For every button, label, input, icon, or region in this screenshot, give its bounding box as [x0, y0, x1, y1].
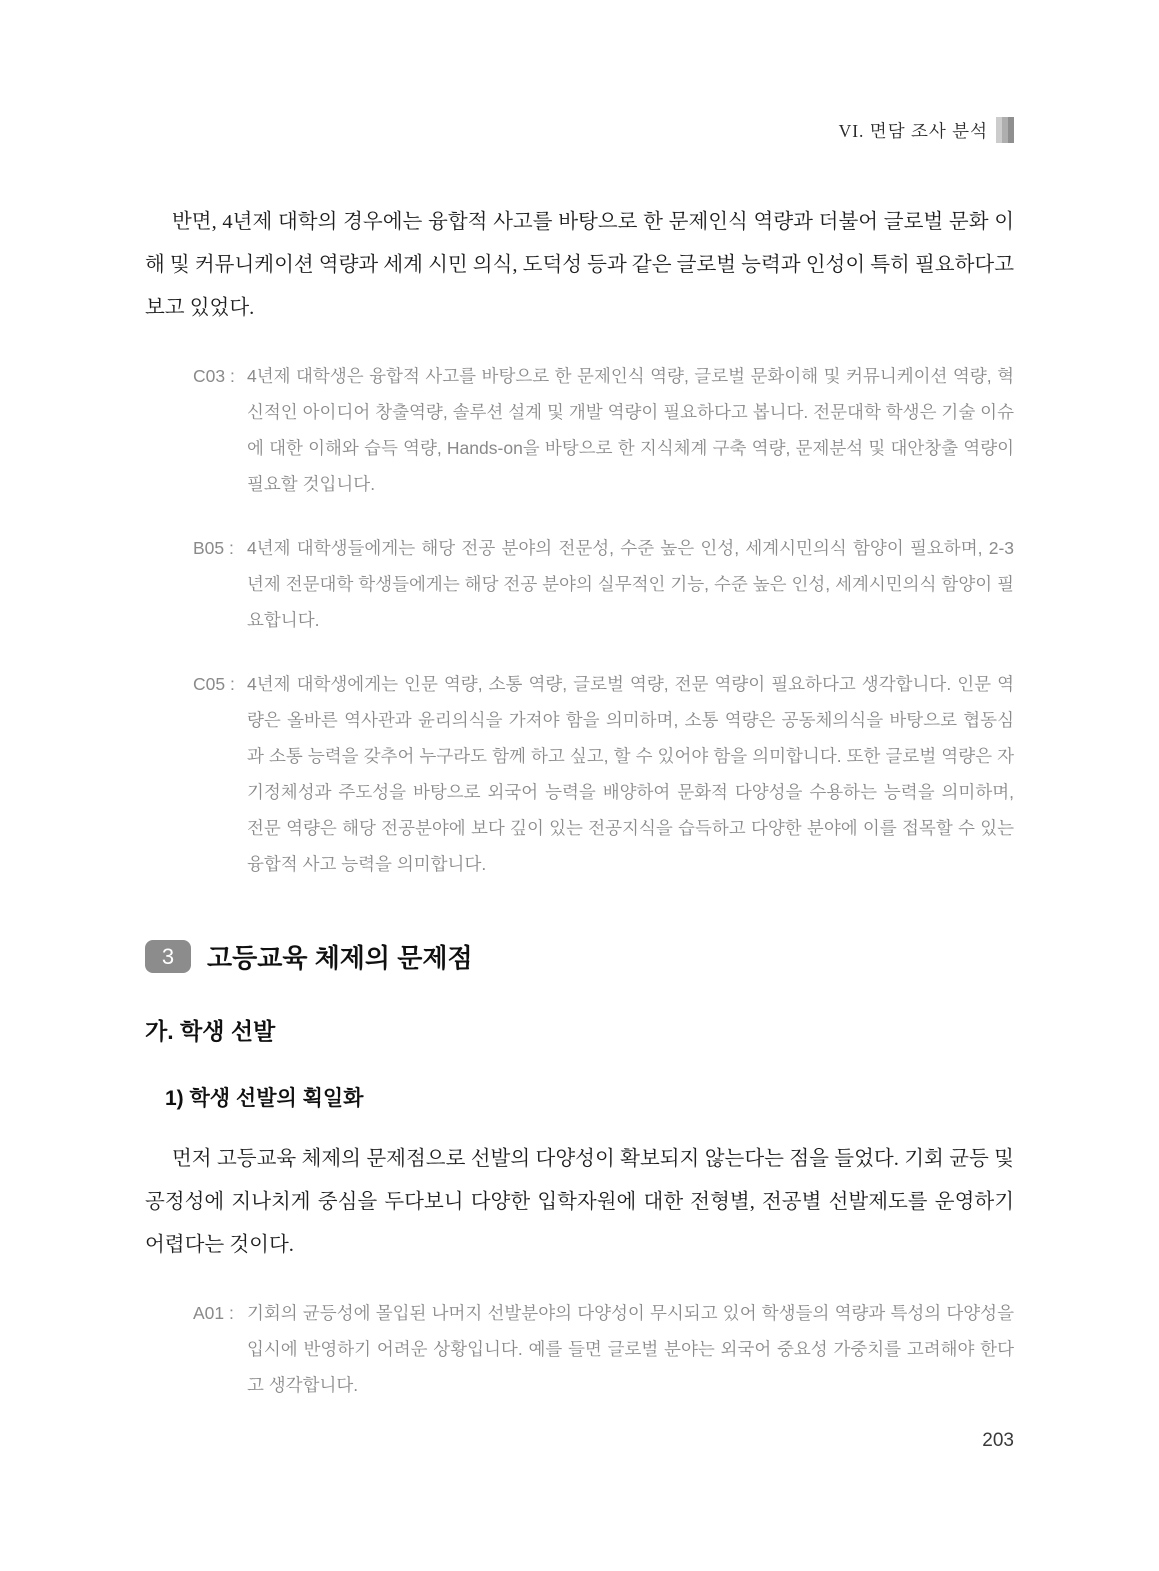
quote-label-c03: C03 : [193, 366, 235, 386]
intro-paragraph: 반면, 4년제 대학의 경우에는 융합적 사고를 바탕으로 한 문제인식 역량과 더불어 글로벌 문화 이해 및 커뮤니케이션 역량과 세계 시민 의식, 도덕성 등과 같은 글로벌 능력과 인성이 특히 필요하다고 보고 있었다. [145, 211, 1014, 319]
header-decoration-bars [996, 117, 1014, 143]
section-number-badge: 3 [145, 940, 191, 973]
header-bar-dark [1008, 117, 1014, 143]
subsection-heading: 가. 학생 선발 [145, 1018, 276, 1044]
quote-label-a01: A01 : [193, 1303, 234, 1323]
section-heading [145, 938, 1014, 975]
quote-text-c03: 4년제 대학생은 융합적 사고를 바탕으로 한 문제인식 역량, 글로벌 문화이해 및 커뮤니케이션 역량, 혁신적인 아이디어 창출역량, 솔루션 설계 및 개발 역량이 필요하다고 봅니다. 전문대학 학생은 기술 이슈에 대한 이해와 습득 역량, Hands-on을 바탕으로 한 지식체계 구축 역량, 문제분석 및 대안창출 역량이 필요할 것입니다. [247, 366, 1014, 494]
quote-a01 [193, 1295, 1014, 1403]
quote-label-c05: C05 : [193, 674, 235, 694]
quote-label-b05: B05 : [193, 538, 234, 558]
page-header [145, 116, 1014, 144]
subsubsection-heading: 1) 학생 선발의 획일화 [165, 1087, 364, 1110]
page-number: 203 [982, 1430, 1014, 1451]
quote-b05 [193, 530, 1014, 638]
quote-c05 [193, 666, 1014, 882]
page-footer [982, 1430, 1014, 1452]
section-title: 고등교육 체제의 문제점 [207, 943, 473, 973]
body-paragraph: 먼저 고등교육 체제의 문제점으로 선발의 다양성이 확보되지 않는다는 점을 들었다. 기회 균등 및 공정성에 지나치게 중심을 두다보니 다양한 입학자원에 대한 전형별, 전공별 선발제도를 운영하기 어렵다는 것이다. [145, 1148, 1014, 1256]
quote-text-c05: 4년제 대학생에게는 인문 역량, 소통 역량, 글로벌 역량, 전문 역량이 필요하다고 생각합니다. 인문 역량은 올바른 역사관과 윤리의식을 가져야 함을 의미하며, 소통 역량은 공동체의식을 바탕으로 협동심과 소통 능력을 갖추어 누구라도 함께 하고 싶고, 할 수 있어야 함을 의미합니다. 또한 글로벌 역량은 자기정체성과 주도성을 바탕으로 외국어 능력을 배양하여 문화적 다양성을 수용하는 능력을 의미하며, 전문 역량은 해당 전공분야에 보다 깊이 있는 전공지식을 습득하고 다양한 분야에 이를 접목할 수 있는 융합적 사고 능력을 의미합니다. [247, 674, 1014, 874]
quote-c03 [193, 358, 1014, 502]
quote-text-a01: 기회의 균등성에 몰입된 나머지 선발분야의 다양성이 무시되고 있어 학생들의 역량과 특성의 다양성을 입시에 반영하기 어려운 상황입니다. 예를 들면 글로벌 분야는 외국어 중요성 가중치를 고려해야 한다고 생각합니다. [247, 1303, 1014, 1395]
quote-text-b05: 4년제 대학생들에게는 해당 전공 분야의 전문성, 수준 높은 인성, 세계시민의식 함양이 필요하며, 2-3년제 전문대학 학생들에게는 해당 전공 분야의 실무적인 기능, 수준 높은 인성, 세계시민의식 함양이 필요합니다. [247, 538, 1014, 630]
running-title: VI. 면담 조사 분석 [838, 120, 988, 141]
